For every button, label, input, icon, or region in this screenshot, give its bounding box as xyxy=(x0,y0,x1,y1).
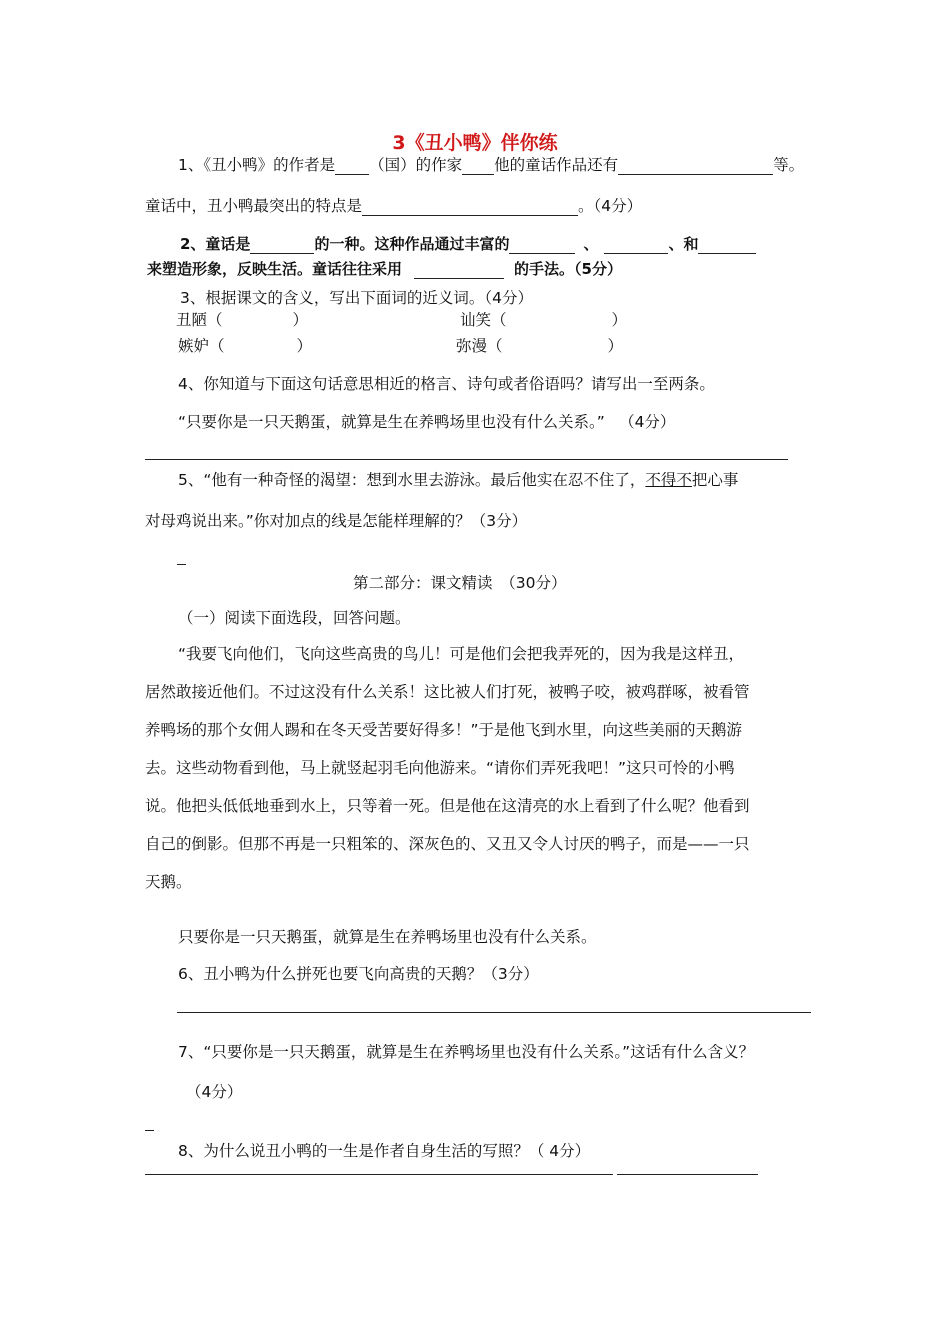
q3-close-3: ） xyxy=(296,337,313,355)
page-title: 3《丑小鸭》伴你练 xyxy=(392,132,558,154)
question-1-line-2 xyxy=(145,194,642,216)
q1-blank-author[interactable] xyxy=(335,158,369,175)
q3-close-1: ） xyxy=(292,311,309,329)
q2-blank-2[interactable] xyxy=(509,237,575,254)
q1-part-1: 1、《丑小鸭》的作者是 xyxy=(178,156,336,174)
question-8-text: 8、为什么说丑小鸭的一生是作者自身生活的写照？（ 4分） xyxy=(178,1142,591,1160)
q1-blank-trait[interactable] xyxy=(362,199,578,216)
q2-part-3: 、 xyxy=(583,235,599,253)
question-6-text: 6、丑小鸭为什么拼死也要飞向高贵的天鹅？（3分） xyxy=(178,965,539,983)
passage-line-5: 说。他把头低低地垂到水上，只等着一死。但是他在这清亮的水上看到了什么呢？他看到 xyxy=(145,797,750,815)
passage-line-3: 养鸭场的那个女佣人踢和在冬天受苦要好得多！”于是他飞到水里，向这些美丽的天鹅游 xyxy=(145,721,743,739)
q4-quote: “只要你是一只天鹅蛋，就算是生在养鸭场里也没有什么关系。” xyxy=(178,413,605,431)
q2-part-1: 2、童话是 xyxy=(180,235,251,253)
q2-part-6: 的手法。（5分） xyxy=(514,260,622,278)
passage-line-6: 自己的倒影。但那不再是一只粗笨的、深灰色的、又丑又令人讨厌的鸭子，而是——一只 xyxy=(145,835,750,853)
q1-blank-writer[interactable] xyxy=(462,158,494,175)
q5-underlined-text: 不得不 xyxy=(645,471,692,489)
q3-word-2-label: 讪笑（ xyxy=(460,311,507,329)
q1-part-4: 等。 xyxy=(773,156,805,174)
q1-part-2: （国）的作家 xyxy=(369,156,463,174)
q2-blank-5[interactable] xyxy=(414,262,504,279)
q3-word-3 xyxy=(178,334,312,356)
q1-blank-works[interactable] xyxy=(618,158,773,175)
q3-word-4-label: 弥漫（ xyxy=(456,337,503,355)
q3-close-4: ） xyxy=(607,337,624,355)
q3-word-3-label: 嫉妒（ xyxy=(178,337,225,355)
question-5-line-2: 对母鸡说出来。”你对加点的线是怎能样理解的？（3分） xyxy=(145,512,528,530)
q1-part-3: 他的童话作品还有 xyxy=(494,156,619,174)
part-2-heading: 第二部分：课文精读 （30分） xyxy=(353,574,567,592)
question-7-text: 7、“只要你是一只天鹅蛋，就算是生在养鸭场里也没有什么关系。”这话有什么含义？ xyxy=(178,1043,755,1061)
question-4-quote-line xyxy=(178,410,675,432)
q5-part-2: 把心事 xyxy=(691,471,739,489)
passage-end: 只要你是一只天鹅蛋，就算是生在养鸭场里也没有什么关系。 xyxy=(178,928,597,946)
q2-part-5: 来塑造形象，反映生活。童话往往采用 xyxy=(147,260,403,278)
q2-blank-4[interactable] xyxy=(698,237,756,254)
q3-word-1 xyxy=(176,308,308,330)
passage-line-1: “我要飞向他们，飞向这些高贵的鸟儿！可是他们会把我弄死的，因为我是这样丑， xyxy=(178,645,745,663)
q5-answer-mark[interactable] xyxy=(177,564,186,565)
q8-answer-line-2[interactable] xyxy=(617,1174,758,1175)
q8-answer-line-1[interactable] xyxy=(145,1174,613,1175)
q4-answer-line[interactable] xyxy=(145,459,788,460)
q2-blank-3[interactable] xyxy=(604,237,668,254)
q7-answer-mark[interactable] xyxy=(145,1130,154,1131)
q1-part-6: 。（4分） xyxy=(578,197,643,215)
q5-part-1: 5、“他有一种奇怪的渴望：想到水里去游泳。最后他实在忍不住了， xyxy=(178,471,646,489)
q2-part-4: 、和 xyxy=(668,235,699,253)
q3-word-1-label: 丑陋（ xyxy=(176,311,223,329)
q1-part-5: 童话中，丑小鸭最突出的特点是 xyxy=(145,197,363,215)
q2-blank-1[interactable] xyxy=(250,237,314,254)
passage-line-2: 居然敢接近他们。不过这没有什么关系！这比被人们打死，被鸭子咬，被鸡群啄，被看管 xyxy=(145,683,750,701)
question-2-line-2 xyxy=(147,258,622,279)
q3-word-4 xyxy=(456,334,623,356)
q4-score: （4分） xyxy=(626,413,676,431)
passage-line-4: 去。这些动物看到他，马上就竖起羽毛向他游来。“请你们弄死我吧！”这只可怜的小鸭 xyxy=(145,759,735,777)
q2-part-2: 的一种。这种作品通过丰富的 xyxy=(314,235,510,253)
question-1-line-1 xyxy=(178,153,804,175)
section-1-heading: （一）阅读下面选段，回答问题。 xyxy=(178,609,411,627)
question-5-line-1 xyxy=(178,468,738,490)
question-7-score: （4分） xyxy=(186,1083,243,1101)
question-3-text: 3、根据课文的含义，写出下面词的近义词。（4分） xyxy=(180,289,533,307)
q6-answer-line[interactable] xyxy=(177,1012,811,1013)
q3-close-2: ） xyxy=(611,311,628,329)
question-2-line-1 xyxy=(180,233,756,254)
q3-word-2 xyxy=(460,308,627,330)
question-4-text: 4、你知道与下面这句话意思相近的格言、诗句或者俗语吗？请写出一至两条。 xyxy=(178,375,715,393)
passage-line-7: 天鹅。 xyxy=(145,873,192,891)
